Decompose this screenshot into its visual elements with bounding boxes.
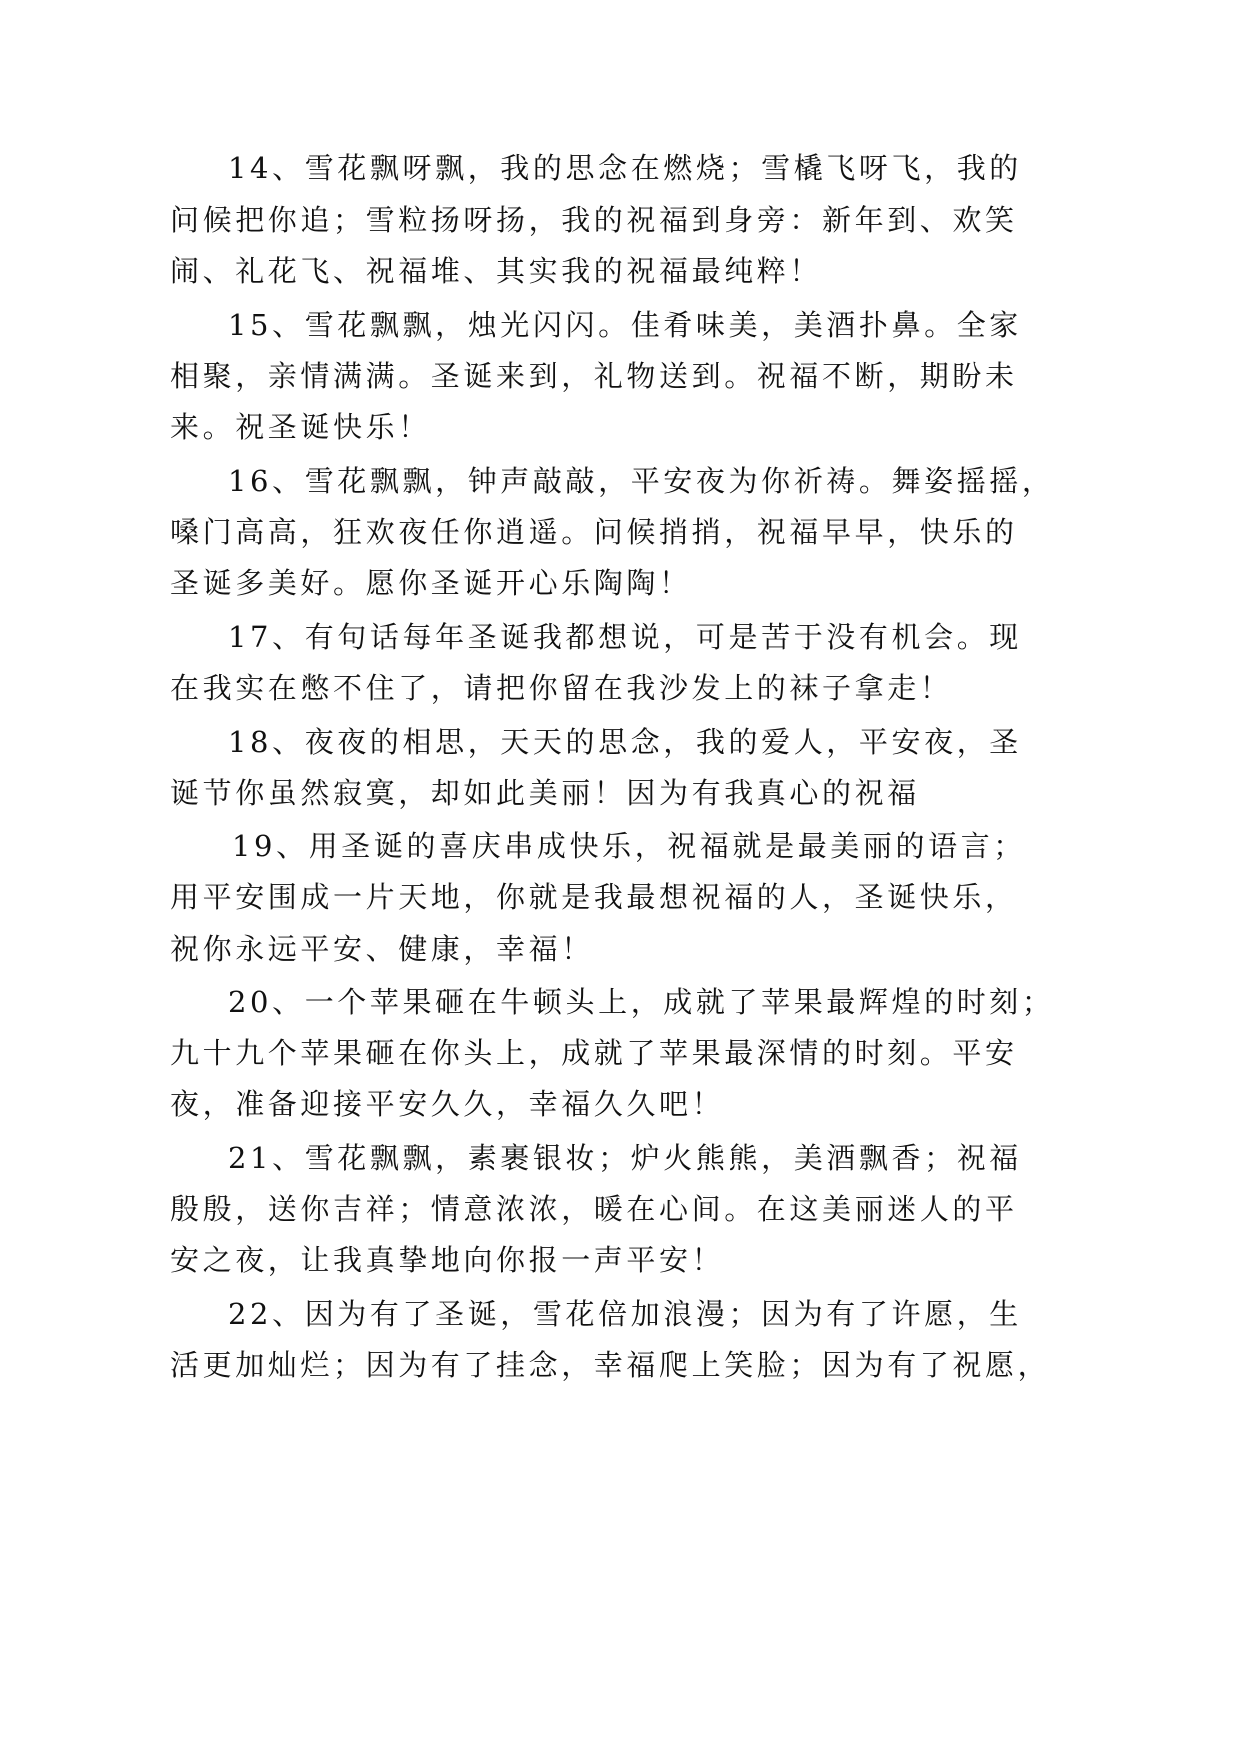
text-line: 闹、礼花飞、祝福堆、其实我的祝福最纯粹！ [170,254,823,288]
text-line: 15、雪花飘飘，烛光闪闪。佳肴味美，美酒扑鼻。全家 [228,308,1022,342]
text-line: 安之夜，让我真挚地向你报一声平安！ [170,1243,725,1277]
text-line: 来。祝圣诞快乐！ [170,410,431,444]
text-line: 在我实在憋不住了，请把你留在我沙发上的袜子拿走！ [170,671,953,705]
text-line: 殷殷，送你吉祥；情意浓浓，暖在心间。在这美丽迷人的平 [170,1192,1018,1226]
text-line: 16、雪花飘飘，钟声敲敲，平安夜为你祈祷。舞姿摇摇， [228,464,1055,498]
text-line: 相聚，亲情满满。圣诞来到，礼物送到。祝福不断，期盼未 [170,359,1018,393]
text-line: 九十九个苹果砸在你头上，成就了苹果最深情的时刻。平安 [170,1036,1018,1070]
text-line: 14、雪花飘呀飘，我的思念在燃烧；雪橇飞呀飞，我的 [228,151,1022,185]
text-line: 诞节你虽然寂寞，却如此美丽！因为有我真心的祝福 [170,776,920,810]
text-line: 问候把你追；雪粒扬呀扬，我的祝福到身旁：新年到、欢笑 [170,203,1018,237]
text-line: 19、用圣诞的喜庆串成快乐，祝福就是最美丽的语言； [232,829,1026,863]
text-line: 祝你永远平安、健康，幸福！ [170,932,594,966]
text-line: 嗓门高高，狂欢夜任你逍遥。问候捎捎，祝福早早，快乐的 [170,515,1018,549]
text-line: 22、因为有了圣诞，雪花倍加浪漫；因为有了许愿，生 [228,1297,1022,1331]
text-line: 活更加灿烂；因为有了挂念，幸福爬上笑脸；因为有了祝愿， [170,1348,1051,1382]
text-line: 20、一个苹果砸在牛顿头上，成就了苹果最辉煌的时刻； [228,985,1055,1019]
text-line: 21、雪花飘飘，素裹银妆；炉火熊熊，美酒飘香；祝福 [228,1141,1022,1175]
text-line: 夜，准备迎接平安久久，幸福久久吧！ [170,1087,725,1121]
text-line: 18、夜夜的相思，天天的思念，我的爱人，平安夜，圣 [228,725,1022,759]
text-line: 圣诞多美好。愿你圣诞开心乐陶陶！ [170,566,692,600]
text-line: 用平安围成一片天地，你就是我最想祝福的人，圣诞快乐， [170,880,1018,914]
text-line: 17、有句话每年圣诞我都想说，可是苦于没有机会。现 [228,620,1022,654]
